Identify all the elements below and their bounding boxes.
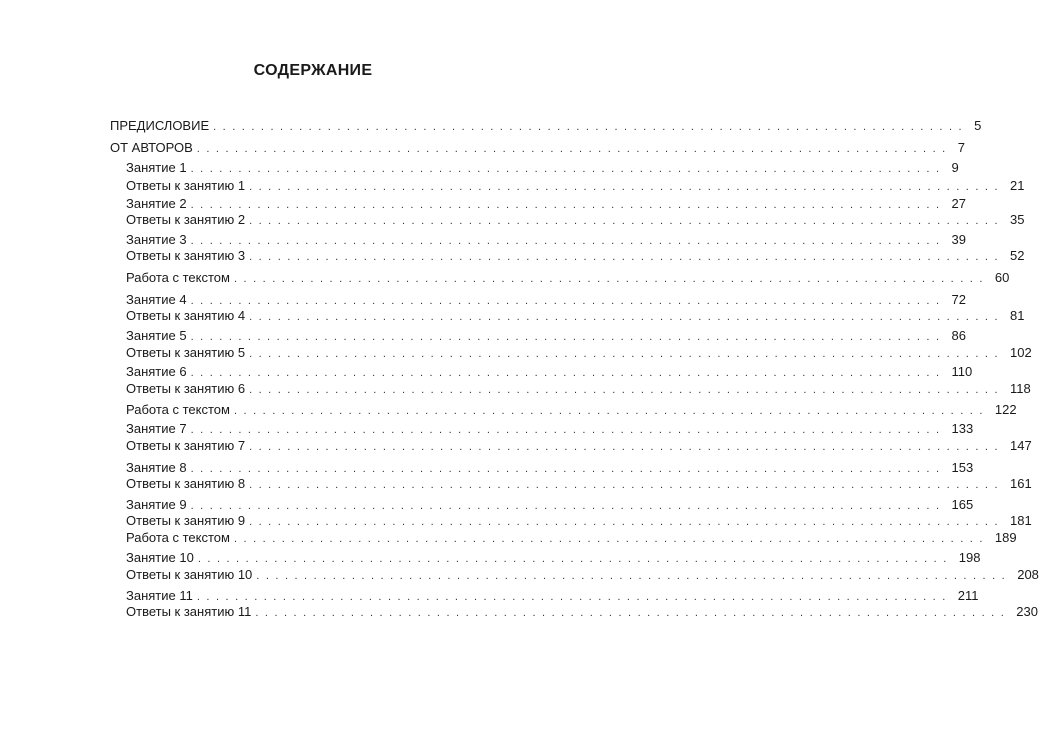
toc-entry-label: Занятие 8: [126, 460, 187, 475]
toc-entry-label: Ответы к занятию 8: [126, 476, 246, 491]
toc-entry-page-number: 35: [1010, 212, 1025, 227]
toc-leader-dots: ...............................................................................: [249, 479, 1004, 491]
toc-leader-dots: ...............................................................................: [190, 163, 946, 175]
toc-entry-label: Работа с текстом: [126, 270, 230, 285]
toc-entry-page-number: 133: [951, 421, 974, 436]
toc-leader-dots: ...............................................................................: [197, 553, 953, 565]
toc-entry-label: Занятие 2: [126, 196, 187, 211]
toc-entry-page-number: 161: [1010, 476, 1032, 491]
toc-entry: [126, 381, 1031, 397]
toc-leader-dots: ...............................................................................: [190, 500, 946, 512]
toc-entry: [126, 497, 974, 513]
toc-entry-page-number: 9: [951, 160, 959, 175]
toc-entry-label: Ответы к занятию 2: [126, 212, 246, 227]
toc-entry-page-number: 60: [994, 270, 1010, 285]
toc-entry-page-number: 27: [951, 196, 966, 211]
toc-entry: [126, 196, 966, 212]
toc-entry-label: Работа с текстом: [126, 402, 230, 417]
toc-leader-dots: ...............................................................................: [249, 516, 1004, 528]
toc-entry-label: Ответы к занятию 3: [126, 248, 246, 263]
toc-leader-dots: ...............................................................................: [190, 295, 946, 307]
toc-entry-page-number: 122: [994, 402, 1017, 417]
toc-entry: [126, 248, 1025, 264]
toc-leader-dots: ...............................................................................: [190, 331, 946, 343]
toc-leader-dots: ...............................................................................: [249, 311, 1004, 323]
toc-entry-label: Занятие 4: [126, 292, 187, 307]
toc-entry-page-number: 52: [1010, 248, 1025, 263]
toc-entry-label: Ответы к занятию 7: [126, 438, 246, 453]
toc-entry-label: Занятие 5: [126, 328, 187, 343]
toc-entry-page-number: 165: [951, 497, 974, 512]
toc-entry-label: Занятие 1: [126, 160, 187, 175]
toc-leader-dots: ...............................................................................: [190, 424, 946, 436]
toc-leader-dots: ...............................................................................: [249, 384, 1004, 396]
toc-entry-label: Ответы к занятию 1: [126, 178, 246, 193]
toc-entry: [126, 550, 981, 566]
toc-entry: [126, 364, 973, 380]
toc-entry: [126, 513, 1032, 529]
toc-entry-label: Ответы к занятию 6: [126, 381, 246, 396]
toc-entry: [126, 567, 1039, 583]
toc-entry-page-number: 118: [1010, 381, 1031, 396]
toc-entry: [126, 232, 966, 248]
toc-entry-label: Работа с текстом: [126, 530, 230, 545]
toc-entry-page-number: 81: [1010, 308, 1025, 323]
toc-entry-page-number: 39: [951, 232, 966, 247]
toc-entry-page-number: 110: [951, 364, 973, 379]
toc-leader-dots: ...............................................................................: [190, 367, 946, 379]
toc-entry-page-number: 5: [974, 118, 982, 133]
toc-entry: [126, 476, 1032, 492]
toc-leader-dots: ...............................................................................: [249, 348, 1004, 360]
toc-entry: [126, 212, 1025, 228]
toc-entry-label: Занятие 11: [126, 588, 193, 603]
toc-entry-page-number: 230: [1016, 604, 1038, 619]
toc-entry-label: Занятие 7: [126, 421, 187, 436]
toc-entry: [110, 140, 965, 156]
toc-entry-page-number: 181: [1010, 513, 1032, 528]
toc-leader-dots: ...............................................................................: [190, 463, 946, 475]
toc-entry-label: Ответы к занятию 11: [126, 604, 252, 619]
toc-leader-dots: ...............................................................................: [233, 273, 989, 285]
toc-leader-dots: ...............................................................................: [249, 441, 1004, 453]
toc-entry-page-number: 102: [1010, 345, 1032, 360]
toc-entry-page-number: 211: [957, 588, 979, 603]
toc-entry-page-number: 208: [1017, 567, 1039, 582]
toc-leader-dots: ...............................................................................: [233, 405, 989, 417]
toc-entry: [126, 308, 1025, 324]
toc-entry-page-number: 153: [951, 460, 974, 475]
toc-entry-label: Ответы к занятию 4: [126, 308, 246, 323]
toc-leader-dots: ...............................................................................: [213, 121, 969, 133]
toc-entry-page-number: 86: [951, 328, 966, 343]
toc-leader-dots: ...............................................................................: [249, 215, 1004, 227]
toc-entry: [126, 402, 1017, 418]
toc-entry: [126, 270, 1010, 286]
toc-entry: [126, 460, 974, 476]
toc-entry: [126, 438, 1032, 454]
toc-leader-dots: ...............................................................................: [249, 181, 1004, 193]
toc-entry: [110, 118, 982, 134]
toc-entry-label: Занятие 6: [126, 364, 187, 379]
toc-entry: [126, 292, 966, 308]
toc-leader-dots: ...............................................................................: [233, 533, 989, 545]
toc-leader-dots: ...............................................................................: [196, 143, 952, 155]
toc-entry: [126, 530, 1017, 546]
toc-entry: [126, 178, 1025, 194]
toc-entry-page-number: 198: [958, 550, 981, 565]
toc-leader-dots: ...............................................................................: [190, 235, 946, 247]
toc-entry-label: Ответы к занятию 10: [126, 567, 253, 582]
toc-entry-label: Ответы к занятию 5: [126, 345, 246, 360]
toc-entry-page-number: 72: [951, 292, 966, 307]
toc-leader-dots: ...............................................................................: [255, 607, 1011, 619]
toc-leader-dots: ...............................................................................: [249, 251, 1004, 263]
toc-leader-dots: ...............................................................................: [190, 199, 946, 211]
toc-entry: [126, 328, 966, 344]
toc-leader-dots: ...............................................................................: [196, 591, 952, 603]
toc-entry: [126, 588, 979, 604]
page-title: СОДЕРЖАНИЕ: [253, 62, 373, 79]
toc-entry-label: ПРЕДИСЛОВИЕ: [110, 118, 210, 133]
toc-entry-page-number: 189: [994, 530, 1017, 545]
toc-entry-page-number: 7: [957, 140, 965, 155]
toc-entry-label: Ответы к занятию 9: [126, 513, 246, 528]
toc-entry: [126, 160, 959, 176]
toc-entry-label: Занятие 9: [126, 497, 187, 512]
toc-leader-dots: ...............................................................................: [256, 570, 1012, 582]
toc-entry-page-number: 147: [1010, 438, 1032, 453]
toc-entry: [126, 345, 1032, 361]
toc-entry: [126, 421, 974, 437]
toc-entry-page-number: 21: [1010, 178, 1025, 193]
toc-entry-label: Занятие 10: [126, 550, 194, 565]
toc-entry-label: ОТ АВТОРОВ: [110, 140, 193, 155]
toc-entry-label: Занятие 3: [126, 232, 187, 247]
toc-entry: [126, 604, 1038, 620]
